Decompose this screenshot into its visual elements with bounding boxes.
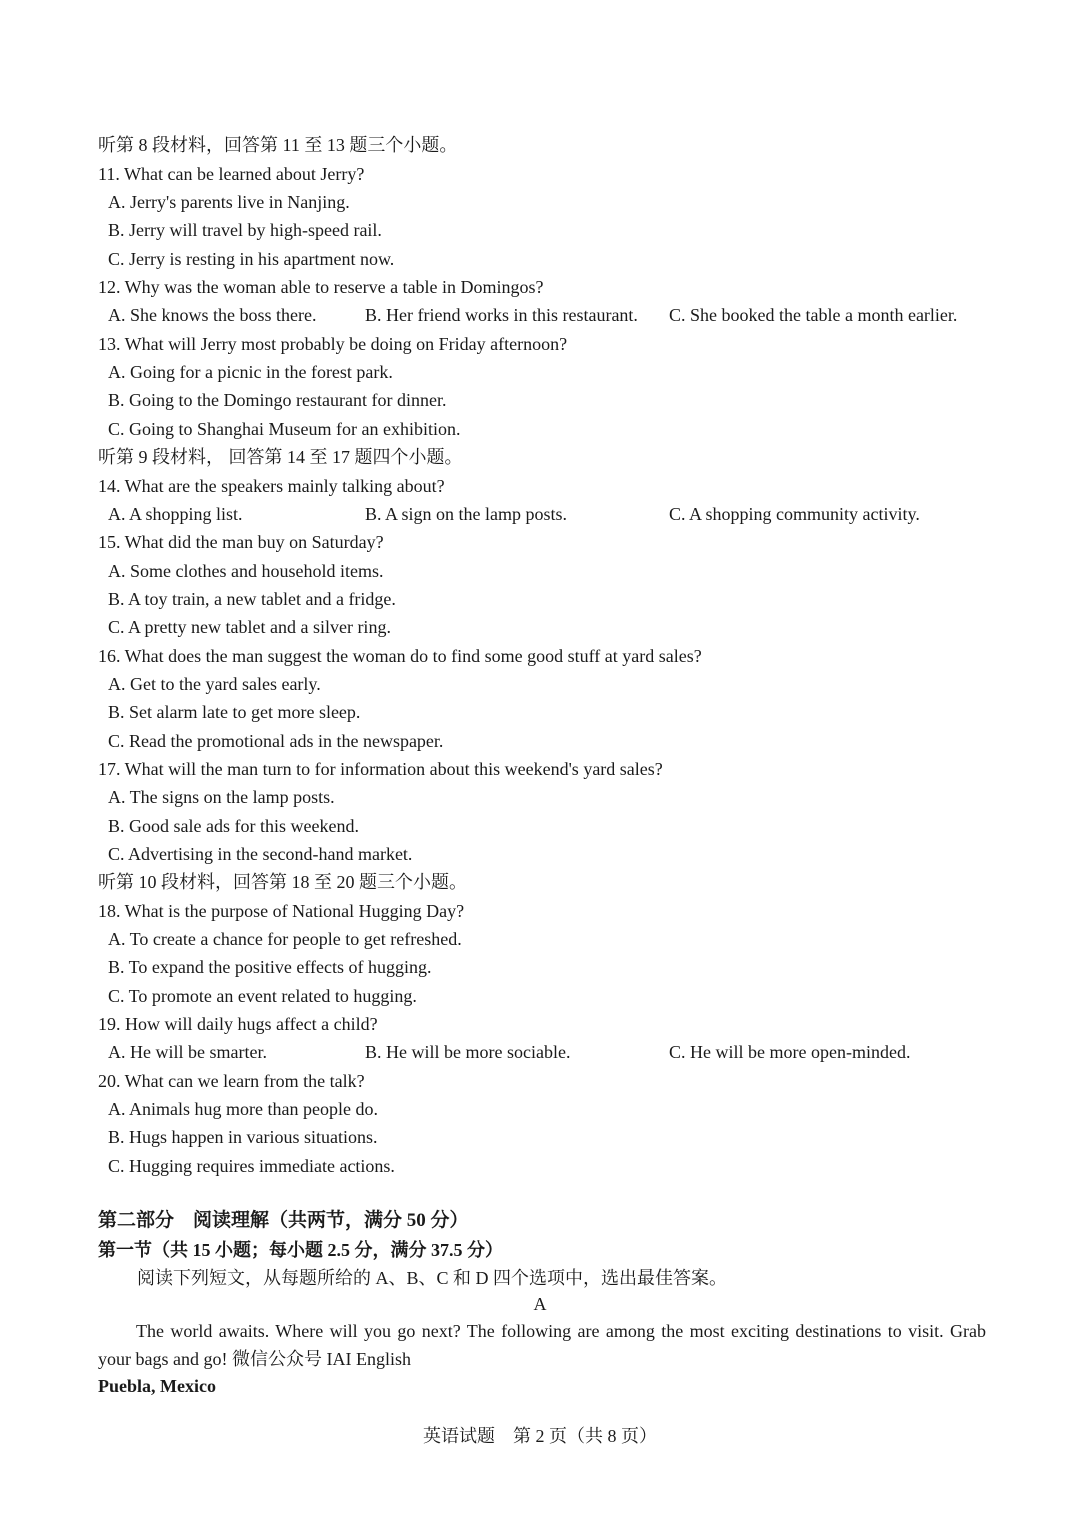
option-15b: B. A toy train, a new tablet and a fridge. bbox=[108, 589, 396, 609]
option-14b: B. A sign on the lamp posts. bbox=[365, 504, 568, 524]
section-10-instruction: 听第 10 段材料，回答第 18 至 20 题三个小题。 bbox=[98, 872, 467, 892]
option-18b: B. To expand the positive effects of hugging. bbox=[108, 957, 432, 977]
question-13: 13. What will Jerry most probably be doing on Friday afternoon? bbox=[98, 334, 568, 354]
part-2-subtitle: 第一节（共 15 小题；每小题 2.5 分，满分 37.5 分） bbox=[98, 1240, 503, 1260]
option-12c: C. She booked the table a month earlier. bbox=[669, 305, 958, 325]
option-15a: A. Some clothes and household items. bbox=[108, 561, 384, 581]
passage-label: A bbox=[533, 1294, 547, 1314]
question-12: 12. Why was the woman able to reserve a table in Domingos? bbox=[98, 277, 544, 297]
option-11c: C. Jerry is resting in his apartment now. bbox=[108, 249, 395, 269]
option-17b: B. Good sale ads for this weekend. bbox=[108, 816, 359, 836]
option-19c: C. He will be more open-minded. bbox=[669, 1042, 911, 1062]
option-19a: A. He will be smarter. bbox=[108, 1042, 267, 1062]
option-12a: A. She knows the boss there. bbox=[108, 305, 317, 325]
question-19: 19. How will daily hugs affect a child? bbox=[98, 1014, 378, 1034]
option-14c: C. A shopping community activity. bbox=[669, 504, 920, 524]
question-15: 15. What did the man buy on Saturday? bbox=[98, 532, 384, 552]
option-16a: A. Get to the yard sales early. bbox=[108, 674, 321, 694]
option-12b: B. Her friend works in this restaurant. bbox=[365, 305, 638, 325]
option-13b: B. Going to the Domingo restaurant for dinner. bbox=[108, 390, 447, 410]
option-20a: A. Animals hug more than people do. bbox=[108, 1099, 378, 1119]
option-11b: B. Jerry will travel by high-speed rail. bbox=[108, 220, 382, 240]
option-18a: A. To create a chance for people to get refreshed. bbox=[108, 929, 462, 949]
section-8-instruction: 听第 8 段材料，回答第 11 至 13 题三个小题。 bbox=[98, 135, 458, 155]
reading-directions: 阅读下列短文，从每题所给的 A、B、C 和 D 四个选项中，选出最佳答案。 bbox=[137, 1268, 728, 1288]
destination-heading: Puebla, Mexico bbox=[98, 1376, 216, 1396]
option-17c: C. Advertising in the second-hand market. bbox=[108, 844, 413, 864]
section-9-instruction: 听第 9 段材料， 回答第 14 至 17 题四个小题。 bbox=[98, 447, 463, 467]
question-18: 18. What is the purpose of National Hugging Day? bbox=[98, 901, 465, 921]
option-17a: A. The signs on the lamp posts. bbox=[108, 787, 335, 807]
page-footer: 英语试题 第 2 页（共 8 页） bbox=[423, 1426, 657, 1446]
part-2-title: 第二部分 阅读理解（共两节，满分 50 分） bbox=[98, 1210, 469, 1231]
option-11a: A. Jerry's parents live in Nanjing. bbox=[108, 192, 350, 212]
option-20b: B. Hugs happen in various situations. bbox=[108, 1127, 378, 1147]
question-11: 11. What can be learned about Jerry? bbox=[98, 164, 365, 184]
option-15c: C. A pretty new tablet and a silver ring. bbox=[108, 617, 391, 637]
option-19b: B. He will be more sociable. bbox=[365, 1042, 571, 1062]
option-16c: C. Read the promotional ads in the newspaper. bbox=[108, 731, 444, 751]
question-20: 20. What can we learn from the talk? bbox=[98, 1071, 365, 1091]
question-16: 16. What does the man suggest the woman do to find some good stuff at yard sales? bbox=[98, 646, 702, 666]
option-18c: C. To promote an event related to hugging. bbox=[108, 986, 417, 1006]
option-13a: A. Going for a picnic in the forest park. bbox=[108, 362, 393, 382]
option-13c: C. Going to Shanghai Museum for an exhibition. bbox=[108, 419, 461, 439]
option-16b: B. Set alarm late to get more sleep. bbox=[108, 702, 361, 722]
option-20c: C. Hugging requires immediate actions. bbox=[108, 1156, 395, 1176]
question-17: 17. What will the man turn to for information about this weekend's yard sales? bbox=[98, 759, 663, 779]
passage-intro: The world awaits. Where will you go next? The following are among the most exciting destinations to visit. Grab your bags and go! 微信公众号 IAI English bbox=[98, 1321, 986, 1369]
option-14a: A. A shopping list. bbox=[108, 504, 243, 524]
question-14: 14. What are the speakers mainly talking about? bbox=[98, 476, 445, 496]
